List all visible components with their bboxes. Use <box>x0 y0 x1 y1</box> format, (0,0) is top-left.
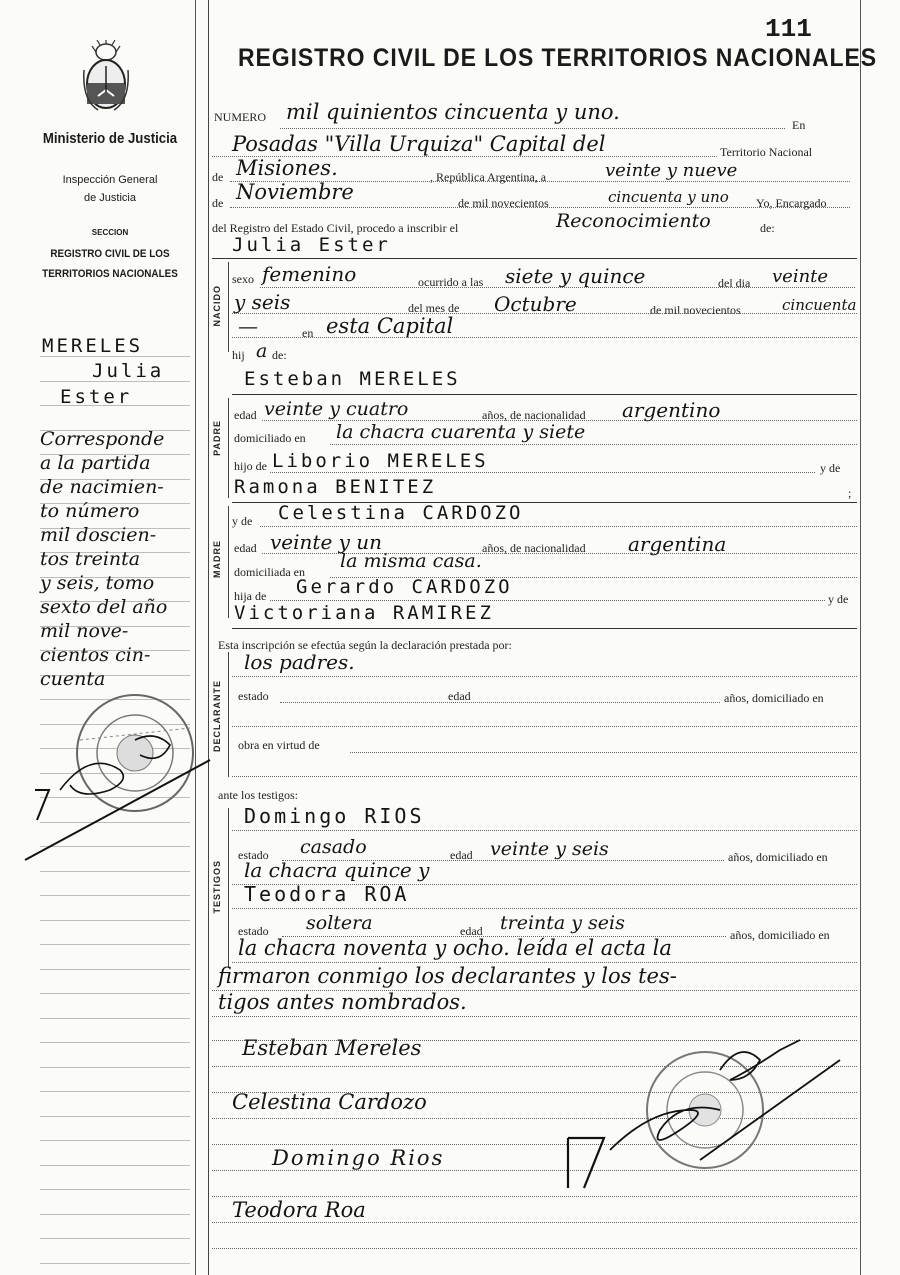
field-dia-nac-2: y seis <box>234 290 291 314</box>
label-hij: hij <box>232 348 245 362</box>
field-dia: veinte y nueve <box>605 160 738 181</box>
label-anos-dom-t2: años, domiciliado en <box>730 928 830 942</box>
margin-middlename: Ester <box>60 386 133 408</box>
label-y-de-3: y de <box>828 592 849 606</box>
margin-note-line: to número <box>40 500 140 522</box>
label-semicolon: ; <box>848 486 852 500</box>
field-sexo: femenino <box>262 262 357 286</box>
margin-note-line: cuenta <box>40 668 106 690</box>
label-domiciliada: domiciliada en <box>234 565 305 579</box>
label-ocurrido: ocurrido a las <box>418 275 484 289</box>
field-madre-edad: veinte y un <box>270 530 383 554</box>
field-padre-hijo-de: Liborio MERELES <box>272 450 489 472</box>
label-obra: obra en virtud de <box>238 738 320 752</box>
section-label: SECCION <box>91 228 129 237</box>
label-republica: , República Argentina, a <box>430 170 547 184</box>
margin-note-line: tos treinta <box>40 548 141 570</box>
field-lugar: Posadas "Villa Urquiza" Capital del <box>232 132 606 156</box>
label-ante: ante los testigos: <box>218 788 298 802</box>
label-anos-dom-decl: años, domiciliado en <box>724 691 824 705</box>
closing-line-1: la chacra noventa y ocho. leída el acta la <box>238 936 672 960</box>
page-number: 111 <box>765 14 812 44</box>
label-numero: NUMERO <box>214 110 267 124</box>
signature-teodora: Teodora Roa <box>232 1198 366 1222</box>
inspection-line-2: de Justicia <box>84 192 136 204</box>
margin-note-line: mil doscien- <box>40 524 157 546</box>
field-madre-dom: la misma casa. <box>340 550 482 572</box>
label-del-mes: del mes de <box>408 301 460 315</box>
section-line-1: REGISTRO CIVIL DE LOS <box>50 248 170 260</box>
field-madre-nac: argentina <box>628 532 727 556</box>
field-testigo2-edad: treinta y seis <box>500 912 625 934</box>
field-territorio: Misiones. <box>236 156 338 180</box>
field-padre-edad: veinte y cuatro <box>264 398 409 420</box>
label-madre: MADRE <box>212 540 222 578</box>
label-del-registro: del Registro del Estado Civil, procedo a inscribir el <box>212 221 459 235</box>
label-anos-nac-padre: años, de nacionalidad <box>482 408 586 422</box>
label-de-mil: de mil novecientos <box>458 196 549 210</box>
officer-signature <box>560 1020 860 1220</box>
label-declarante: DECLARANTE <box>212 680 222 752</box>
margin-firstname: Julia <box>92 360 165 382</box>
label-de-mil-2: de mil novecientos <box>650 303 741 317</box>
label-anos-nac-madre: años, de nacionalidad <box>482 541 586 555</box>
signature-esteban: Esteban Mereles <box>242 1036 422 1060</box>
field-madre-hija-de: Gerardo CARDOZO <box>296 576 513 598</box>
page-title: REGISTRO CIVIL DE LOS TERRITORIOS NACIONALES <box>238 44 877 72</box>
field-hora: siete y quince <box>505 264 646 288</box>
closing-line-3: tigos antes nombrados. <box>218 990 467 1014</box>
field-dash: — <box>238 314 258 338</box>
label-hijo-de: hijo de <box>234 459 267 473</box>
margin-note-line: y seis, tomo <box>40 572 155 594</box>
label-edad-madre: edad <box>234 541 257 555</box>
margin-note-line: mil nove- <box>40 620 129 642</box>
field-padre-madre: Ramona BENITEZ <box>234 476 437 498</box>
inspection-line-1: Inspección General <box>62 174 158 186</box>
label-y-de: y de <box>820 461 841 475</box>
margin-note-line: cientos cin- <box>40 644 151 666</box>
ministry-name: Ministerio de Justicia <box>42 130 178 147</box>
field-nombre: Julia Ester <box>232 234 391 256</box>
label-de-1: de <box>212 170 224 184</box>
label-domiciliado-padre: domiciliado en <box>234 431 306 445</box>
field-testigo2-estado: soltera <box>306 912 373 934</box>
field-numero: mil quinientos cincuenta y uno. <box>286 100 620 124</box>
field-padre-dom: la chacra cuarenta y siete <box>336 421 586 443</box>
label-de-colon: de: <box>760 221 775 235</box>
margin-note-line: Corresponde <box>40 428 165 450</box>
field-testigo2: Teodora ROA <box>244 882 410 906</box>
label-nacido: NACIDO <box>212 285 222 327</box>
field-padre-nombre: Esteban MERELES <box>244 368 461 390</box>
label-y-de-2: y de <box>232 514 253 528</box>
label-en: En <box>792 118 806 132</box>
label-de-3: de: <box>272 348 287 362</box>
label-estado-t1: estado <box>238 848 269 862</box>
label-edad-padre: edad <box>234 408 257 422</box>
label-padre: PADRE <box>212 420 222 456</box>
label-hija-de: hija de <box>234 589 267 603</box>
field-dia-nac: veinte <box>772 266 829 287</box>
label-territorio: Territorio Nacional <box>720 145 813 159</box>
margin-note-line: a la partida <box>40 452 151 474</box>
field-madre-nombre: Celestina CARDOZO <box>278 502 524 524</box>
section-line-2: TERRITORIOS NACIONALES <box>42 268 178 280</box>
margin-signature <box>15 700 215 865</box>
label-edad-decl: edad <box>448 689 471 703</box>
label-de-2: de <box>212 196 224 210</box>
margin-note-line: de nacimien- <box>40 476 164 498</box>
label-anos-dom-t1: años, domiciliado en <box>728 850 828 864</box>
field-acto: Reconocimiento <box>556 210 711 232</box>
margin-note-line: sexto del año <box>40 596 168 618</box>
field-testigo1-estado: casado <box>300 836 367 858</box>
field-lugar-nac: esta Capital <box>326 314 454 338</box>
field-mes-nac: Octubre <box>494 292 577 316</box>
field-padre-nac: argentino <box>622 398 721 422</box>
label-en-2: en <box>302 326 314 340</box>
field-testigo1: Domingo RIOS <box>244 804 425 828</box>
label-yo-encargado: Yo, Encargado <box>756 196 827 210</box>
field-mes: Noviembre <box>236 180 354 204</box>
field-testigo1-dom: la chacra quince y <box>244 858 430 882</box>
label-del-dia: del dia <box>718 276 751 290</box>
label-sexo: sexo <box>232 272 254 286</box>
coat-of-arms-icon <box>82 40 130 116</box>
field-hij-suffix: a <box>256 340 268 362</box>
label-estado-decl: estado <box>238 689 269 703</box>
field-testigo1-edad: veinte y seis <box>490 838 609 860</box>
field-declarante: los padres. <box>244 650 355 674</box>
margin-surname: MERELES <box>42 335 144 357</box>
label-estado-t2: estado <box>238 924 269 938</box>
label-testigos: TESTIGOS <box>212 860 222 914</box>
signature-celestina: Celestina Cardozo <box>232 1090 427 1114</box>
label-inscripcion: Esta inscripción se efectúa según la declaración prestada por: <box>218 638 512 652</box>
label-edad-t2: edad <box>460 924 483 938</box>
field-madre-madre: Victoriana RAMIREZ <box>234 602 494 624</box>
label-edad-t1: edad <box>450 848 473 862</box>
closing-line-2: firmaron conmigo los declarantes y los tes- <box>218 964 677 988</box>
field-anio-nac: cincuenta <box>782 296 857 314</box>
field-anio: cincuenta y uno <box>608 188 729 206</box>
signature-domingo: Domingo Rios <box>272 1146 445 1170</box>
